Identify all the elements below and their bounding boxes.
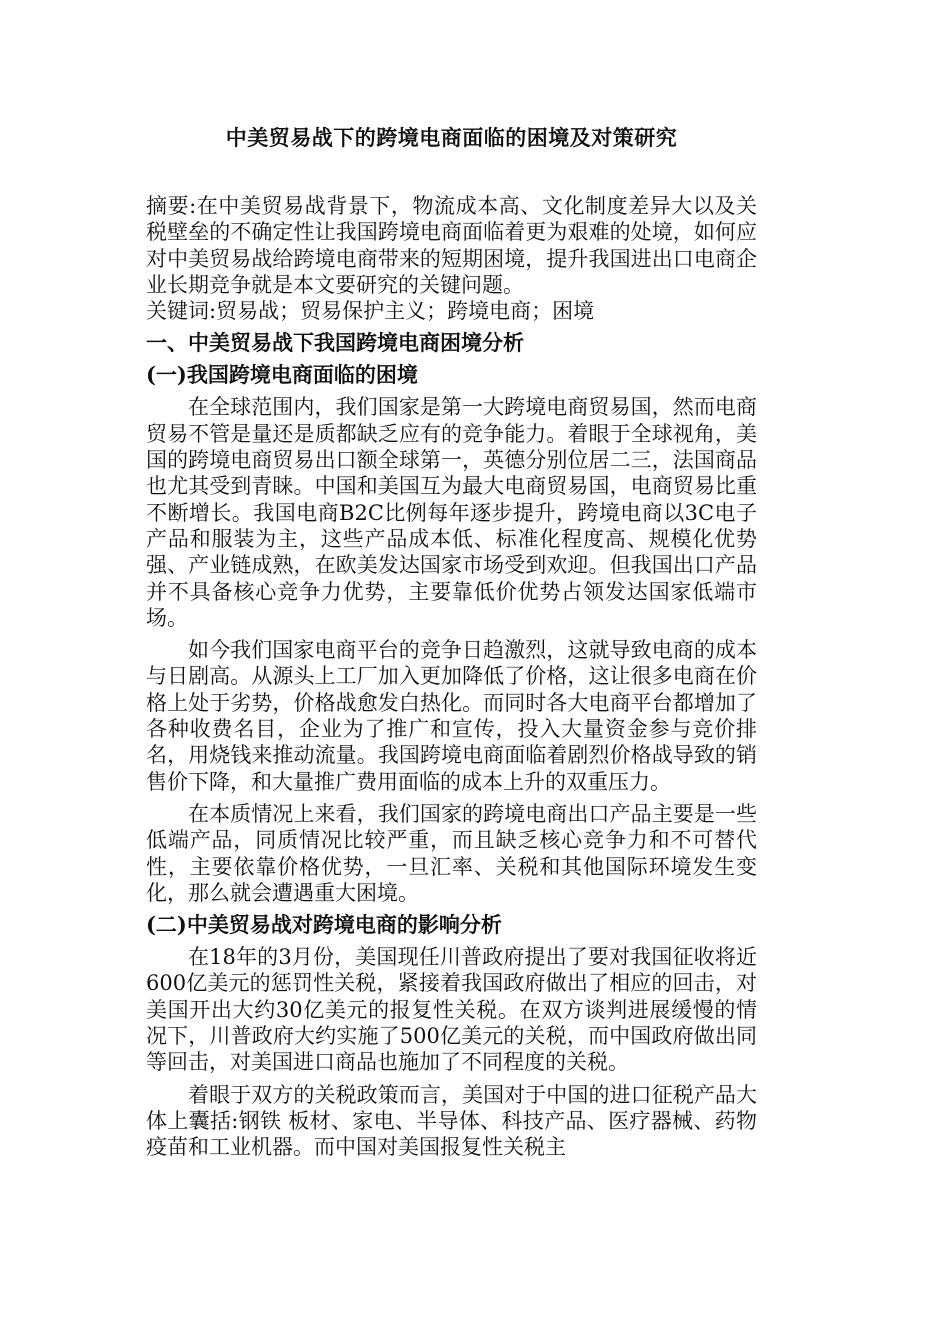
- body-paragraph: 在18年的3月份，美国现任川普政府提出了要对我国征收将近600亿美元的惩罚性关税，紧接着我国政府做出了相应的回击，对美国开出大约30亿美元的报复性关税。在双方谈判进展缓慢的情况下，川普政府大约实施了500亿美元的关税，而中国政府做出同等回击，对美国进口商品也施加了不同程度的关税。: [146, 945, 757, 1075]
- body-paragraph: 在全球范围内，我们国家是第一大跨境电商贸易国，然而电商贸易不管是量还是质都缺乏应有的竞争能力。着眼于全球视角，美国的跨境电商贸易出口额全球第一，英德分别位居二三，法国商品也尤其受到青睐。中国和美国互为最大电商贸易国，电商贸易比重不断增长。我国电商B2C比例每年逐步提升，跨境电商以3C电子产品和服装为主，这些产品成本低、标准化程度高、规模化优势强、产业链成熟，在欧美发达国家市场受到欢迎。但我国出口产品并不具备核心竞争力优势，主要靠低价优势占领发达国家低端市场。: [146, 395, 757, 630]
- body-paragraph: 如今我们国家电商平台的竞争日趋激烈，这就导致电商的成本与日剧高。从源头上工厂加入更加降低了价格，这让很多电商在价格上处于劣势，价格战愈发白热化。而同时各大电商平台都增加了各种收费名目，企业为了推广和宣传，投入大量资金参与竞价排名，用烧钱来推动流量。我国跨境电商面临着剧烈价格战导致的销售价下降，和大量推广费用面临的成本上升的双重压力。: [146, 638, 757, 794]
- document-title: 中美贸易战下的跨境电商面临的困境及对策研究: [225, 125, 678, 150]
- abstract-paragraph: 摘要:在中美贸易战背景下，物流成本高、文化制度差异大以及关税壁垒的不确定性让我国跨境电商面临着更为艰难的处境，如何应对中美贸易战给跨境电商带来的短期困境，提升我国进出口电商企业长期竞争就是本文要研究的关键问题。: [146, 194, 757, 297]
- section-heading-1: 一、中美贸易战下我国跨境电商困境分析: [146, 330, 524, 356]
- body-paragraph: 着眼于双方的关税政策而言，美国对于中国的进口征税产品大体上囊括:钢铁 板材、家电、半导体、科技产品、医疗器械、药物疫苗和工业机器。而中国对美国报复性关税主: [146, 1082, 757, 1160]
- keywords-line: 关键词:贸易战；贸易保护主义；跨境电商；困境: [146, 299, 595, 324]
- body-paragraph: 在本质情况上来看，我们国家的跨境电商出口产品主要是一些低端产品，同质情况比较严重，而且缺乏核心竞争力和不可替代性，主要依靠价格优势，一旦汇率、关税和其他国际环境发生变化，那么就会遭遇重大困境。: [146, 801, 757, 905]
- subsection-heading-2: (二)中美贸易战对跨境电商的影响分析: [146, 912, 502, 938]
- document-page: [146, 124, 757, 1161]
- subsection-heading-1: (一)我国跨境电商面临的困境: [146, 362, 418, 388]
